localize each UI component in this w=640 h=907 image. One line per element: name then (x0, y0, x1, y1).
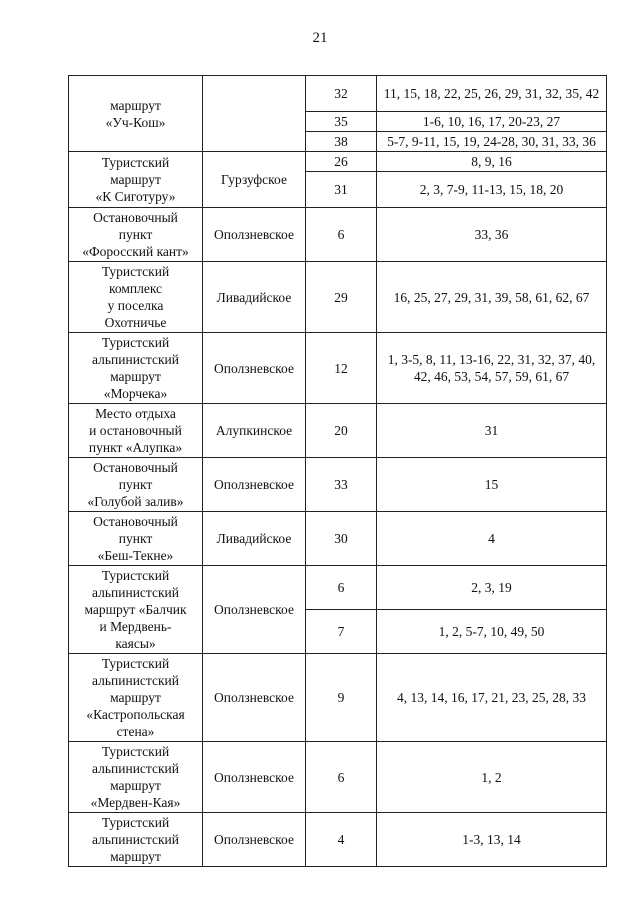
quarter-cell: 6 (306, 742, 377, 813)
plots-cell: 2, 3, 19 (377, 566, 607, 610)
table-row (69, 333, 607, 404)
location-name-cell: Туристский альпинистский маршрут «Мердвен-Кая» (69, 742, 203, 813)
quarter-cell: 20 (306, 404, 377, 458)
district-cell: Оползневское (203, 742, 306, 813)
plots-cell: 16, 25, 27, 29, 31, 39, 58, 61, 62, 67 (377, 262, 607, 333)
quarter-cell: 12 (306, 333, 377, 404)
table-row (69, 404, 607, 458)
district-cell: Ливадийское (203, 262, 306, 333)
quarter-cell: 9 (306, 654, 377, 742)
table-row (69, 76, 607, 112)
table-row (69, 512, 607, 566)
district-cell: Оползневское (203, 458, 306, 512)
plots-cell: 33, 36 (377, 208, 607, 262)
district-cell: Оползневское (203, 566, 306, 654)
table-row (69, 458, 607, 512)
quarter-cell: 30 (306, 512, 377, 566)
district-cell: Гурзуфское (203, 152, 306, 208)
plots-cell: 2, 3, 7-9, 11-13, 15, 18, 20 (377, 172, 607, 208)
district-cell: Оползневское (203, 208, 306, 262)
location-name-cell: Туристский маршрут «К Сиготуру» (69, 152, 203, 208)
plots-cell: 8, 9, 16 (377, 152, 607, 172)
plots-cell: 1-6, 10, 16, 17, 20-23, 27 (377, 112, 607, 132)
plots-cell: 5-7, 9-11, 15, 19, 24-28, 30, 31, 33, 36 (377, 132, 607, 152)
table-row (69, 566, 607, 610)
district-cell: Оползневское (203, 654, 306, 742)
plots-cell: 1-3, 13, 14 (377, 813, 607, 867)
location-name-cell: Туристский комплекс у поселка Охотничье (69, 262, 203, 333)
page-number: 21 (312, 30, 328, 46)
quarter-cell: 26 (306, 152, 377, 172)
quarter-cell: 6 (306, 208, 377, 262)
document-table (68, 75, 607, 867)
plots-cell: 11, 15, 18, 22, 25, 26, 29, 31, 32, 35, 42 (377, 76, 607, 112)
quarter-cell: 6 (306, 566, 377, 610)
location-name-cell: Туристский альпинистский маршрут «Морчека» (69, 333, 203, 404)
quarter-cell: 4 (306, 813, 377, 867)
district-cell: Оползневское (203, 333, 306, 404)
plots-cell: 1, 3-5, 8, 11, 13-16, 22, 31, 32, 37, 40, 42, 46, 53, 54, 57, 59, 61, 67 (377, 333, 607, 404)
quarter-cell: 31 (306, 172, 377, 208)
plots-cell: 15 (377, 458, 607, 512)
quarter-cell: 38 (306, 132, 377, 152)
location-name-cell: Остановочный пункт «Голубой залив» (69, 458, 203, 512)
district-cell: Ливадийское (203, 512, 306, 566)
quarter-cell: 29 (306, 262, 377, 333)
location-name-cell: Туристский альпинистский маршрут «Кастропольская стена» (69, 654, 203, 742)
quarter-cell: 7 (306, 610, 377, 654)
location-name-cell: Остановочный пункт «Форосский кант» (69, 208, 203, 262)
plots-cell: 4 (377, 512, 607, 566)
plots-cell: 31 (377, 404, 607, 458)
table-row (69, 654, 607, 742)
district-cell: Алупкинское (203, 404, 306, 458)
quarter-cell: 33 (306, 458, 377, 512)
plots-cell: 4, 13, 14, 16, 17, 21, 23, 25, 28, 33 (377, 654, 607, 742)
quarter-cell: 35 (306, 112, 377, 132)
table-row (69, 262, 607, 333)
table-row (69, 813, 607, 867)
location-name-cell: Остановочный пункт «Беш-Текне» (69, 512, 203, 566)
plots-cell: 1, 2 (377, 742, 607, 813)
district-cell (203, 76, 306, 152)
plots-cell: 1, 2, 5-7, 10, 49, 50 (377, 610, 607, 654)
location-name-cell: маршрут «Уч-Кош» (69, 76, 203, 152)
quarter-cell: 32 (306, 76, 377, 112)
location-name-cell: Место отдыха и остановочный пункт «Алупка» (69, 404, 203, 458)
location-name-cell: Туристский альпинистский маршрут «Балчик и Мердвень- каясы» (69, 566, 203, 654)
table-row (69, 742, 607, 813)
table-row (69, 152, 607, 172)
location-name-cell: Туристский альпинистский маршрут (69, 813, 203, 867)
district-cell: Оползневское (203, 813, 306, 867)
table-row (69, 208, 607, 262)
